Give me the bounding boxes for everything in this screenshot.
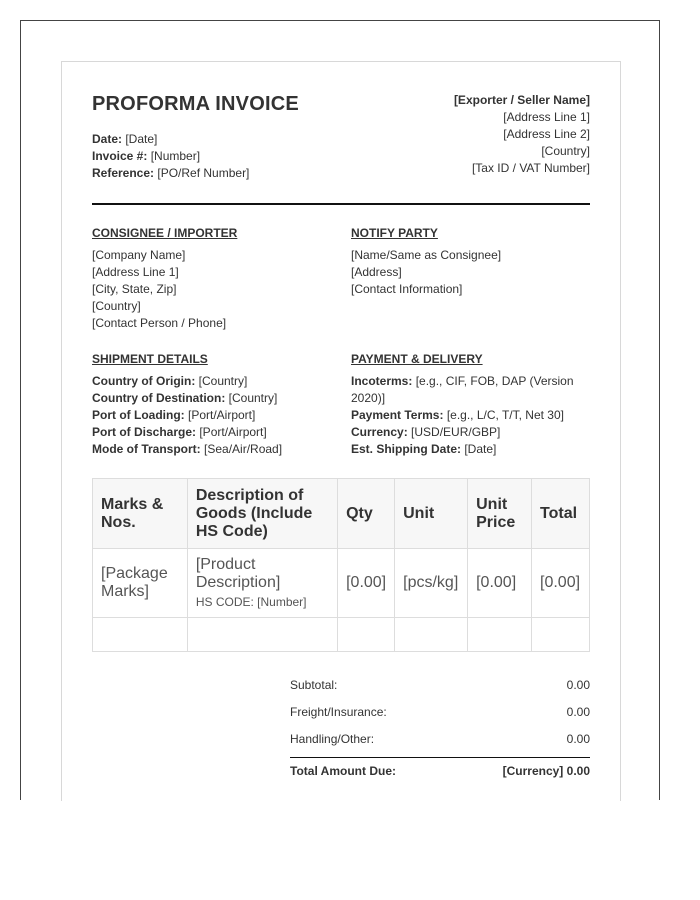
total-due-label: Total Amount Due: <box>290 764 396 778</box>
totals-divider <box>290 757 590 758</box>
consignee-line: [City, State, Zip] <box>92 282 177 296</box>
cell-description <box>187 549 337 618</box>
payment-label: Currency: <box>351 425 408 439</box>
seller-address-1: [Address Line 1] <box>503 110 590 124</box>
shipment-label: Country of Origin: <box>92 374 196 388</box>
notify-line: [Contact Information] <box>351 282 463 296</box>
payment-title: PAYMENT & DELIVERY <box>351 352 483 366</box>
column-header-qty: Qty <box>338 479 395 549</box>
shipment-section <box>92 351 342 458</box>
invoice-number-value: [Number] <box>147 149 201 163</box>
payment-label: Incoterms: <box>351 374 413 388</box>
empty-cell <box>338 618 395 652</box>
shipment-value: [Country] <box>225 391 278 405</box>
payment-section <box>351 351 591 458</box>
column-header-marks: Marks & Nos. <box>93 479 188 549</box>
page-title: PROFORMA INVOICE <box>92 93 299 115</box>
shipment-value: [Country] <box>195 374 248 388</box>
seller-address-2: [Address Line 2] <box>503 127 590 141</box>
invoice-meta <box>92 131 249 182</box>
invoice-number-label: Invoice #: <box>92 149 148 163</box>
table-row-empty <box>93 618 590 652</box>
consignee-line: [Contact Person / Phone] <box>92 316 227 330</box>
product-description: [Product Description] <box>195 555 281 591</box>
freight-value: 0.00 <box>566 705 590 719</box>
cell-unit-price: [0.00] <box>468 549 532 618</box>
empty-cell <box>532 618 590 652</box>
shipment-title: SHIPMENT DETAILS <box>92 352 208 366</box>
column-header-unit: Unit <box>395 479 468 549</box>
seller-block <box>330 92 590 177</box>
consignee-line: [Address Line 1] <box>92 265 179 279</box>
seller-name: [Exporter / Seller Name] <box>453 93 590 107</box>
shipment-row <box>92 373 342 390</box>
number-line <box>92 148 249 165</box>
shipment-row <box>92 390 342 407</box>
subtotal-row <box>290 678 590 695</box>
notify-line: [Address] <box>351 265 402 279</box>
payment-label: Est. Shipping Date: <box>351 442 462 456</box>
header-divider <box>92 203 590 205</box>
cell-marks: [Package Marks] <box>93 549 188 618</box>
empty-cell <box>187 618 337 652</box>
notify-title: NOTIFY PARTY <box>351 226 438 240</box>
notify-section <box>351 225 591 298</box>
handling-label: Handling/Other: <box>290 732 375 746</box>
column-header-description: Description of Goods (Include HS Code) <box>187 479 337 549</box>
payment-row <box>351 424 591 441</box>
seller-tax-id: [Tax ID / VAT Number] <box>471 161 590 175</box>
column-header-unit-price: Unit Price <box>468 479 532 549</box>
notify-line: [Name/Same as Consignee] <box>351 248 502 262</box>
shipment-value: [Port/Airport] <box>184 408 256 422</box>
consignee-title: CONSIGNEE / IMPORTER <box>92 226 238 240</box>
reference-label: Reference: <box>92 166 155 180</box>
shipment-row <box>92 441 342 458</box>
payment-value: [e.g., L/C, T/T, Net 30] <box>443 408 564 422</box>
empty-cell <box>468 618 532 652</box>
shipment-label: Country of Destination: <box>92 391 226 405</box>
total-due-row <box>290 764 590 781</box>
handling-row <box>290 732 590 749</box>
consignee-line: [Country] <box>92 299 141 313</box>
payment-row <box>351 407 591 424</box>
subtotal-value: 0.00 <box>566 678 590 692</box>
consignee-line: [Company Name] <box>92 248 186 262</box>
reference-line <box>92 165 249 182</box>
freight-row <box>290 705 590 722</box>
payment-value: [USD/EUR/GBP] <box>407 425 501 439</box>
goods-table <box>92 478 590 652</box>
payment-label: Payment Terms: <box>351 408 444 422</box>
table-header-row <box>93 479 590 549</box>
shipment-label: Mode of Transport: <box>92 442 201 456</box>
table-row <box>93 549 590 618</box>
handling-value: 0.00 <box>566 732 590 746</box>
date-label: Date: <box>92 132 123 146</box>
shipment-row <box>92 407 342 424</box>
payment-value: [e.g., CIF, FOB, DAP (Version 2020)] <box>351 374 574 405</box>
subtotal-label: Subtotal: <box>290 678 338 692</box>
payment-value: [Date] <box>461 442 497 456</box>
freight-label: Freight/Insurance: <box>290 705 387 719</box>
empty-cell <box>93 618 188 652</box>
cell-unit: [pcs/kg] <box>395 549 468 618</box>
seller-country: [Country] <box>541 144 590 158</box>
payment-row <box>351 441 591 458</box>
column-header-total: Total <box>532 479 590 549</box>
total-due-value: [Currency] 0.00 <box>502 764 590 778</box>
shipment-value: [Port/Airport] <box>196 425 267 439</box>
reference-value: [PO/Ref Number] <box>154 166 250 180</box>
shipment-value: [Sea/Air/Road] <box>200 442 283 456</box>
payment-row <box>351 373 591 407</box>
shipment-row <box>92 424 342 441</box>
consignee-section <box>92 225 332 332</box>
cell-qty: [0.00] <box>338 549 395 618</box>
date-line <box>92 131 249 148</box>
date-value: [Date] <box>122 132 158 146</box>
empty-cell <box>395 618 468 652</box>
cell-total: [0.00] <box>532 549 590 618</box>
shipment-label: Port of Loading: <box>92 408 185 422</box>
shipment-label: Port of Discharge: <box>92 425 197 439</box>
hs-code: HS CODE: [Number] <box>195 594 307 609</box>
